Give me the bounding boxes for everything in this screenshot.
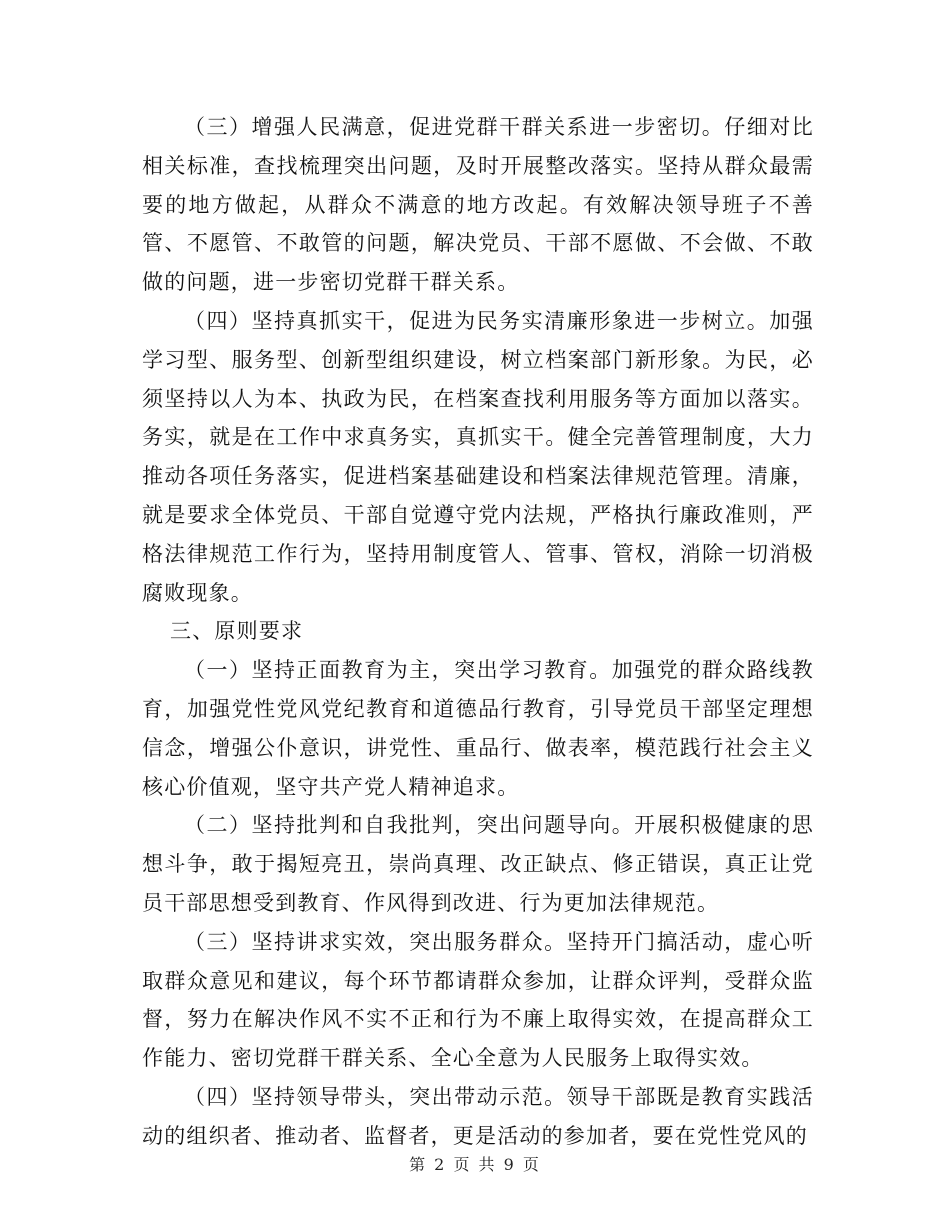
paragraph-principle-2: （二）坚持批判和自我批判，突出问题导向。开展积极健康的思想斗争，敢于揭短亮丑，崇尚真理、改正缺点、修正错误，真正让党员干部思想受到教育、作风得到改进、行为更加法律规范。 — [142, 813, 814, 915]
page-number-footer: 第 2 页 共 9 页 — [409, 1155, 541, 1174]
paragraph-section-2-item-4: （四）坚持真抓实干，促进为民务实清廉形象进一步树立。加强学习型、服务型、创新型组织建设，树立档案部门新形象。为民，必须坚持以人为本、执政为民，在档案查找利用服务等方面加以落实。务实，就是在工作中求真务实，真抓实干。健全完善管理制度，大力推动各项任务落实，促进档案基础建设和档案法律规范管理。清廉，就是要求全体党员、干部自觉遵守党内法规，严格执行廉政准则，严格法律规范工作行为，坚持用制度管人、管事、管权，消除一切消极腐败现象。 — [142, 308, 814, 605]
document-body — [142, 108, 814, 1156]
section-heading-principles: 三、原则要求 — [170, 619, 304, 644]
paragraph-principle-3: （三）坚持讲求实效，突出服务群众。坚持开门搞活动，虚心听取群众意见和建议，每个环节都请群众参加，让群众评判，受群众监督，努力在解决作风不实不正和行为不廉上取得实效，在提高群众工作能力、密切党群干群关系、全心全意为人民服务上取得实效。 — [142, 929, 814, 1071]
paragraph-principle-1: （一）坚持正面教育为主，突出学习教育。加强党的群众路线教育，加强党性党风党纪教育和道德品行教育，引导党员干部坚定理想信念，增强公仆意识，讲党性、重品行、做表率，模范践行社会主义核心价值观，坚守共产党人精神追求。 — [142, 658, 814, 799]
paragraph-section-2-item-3: （三）增强人民满意，促进党群干群关系进一步密切。仔细对比相关标准，查找梳理突出问题，及时开展整改落实。坚持从群众最需要的地方做起，从群众不满意的地方改起。有效解决领导班子不善管、不愿管、不敢管的问题，解决党员、干部不愿做、不会做、不敢做的问题，进一步密切党群干群关系。 — [142, 115, 814, 295]
paragraph-principle-4: （四）坚持领导带头，突出带动示范。领导干部既是教育实践活动的组织者、推动者、监督者，更是活动的参加者，要在党性党风的 — [142, 1084, 814, 1148]
